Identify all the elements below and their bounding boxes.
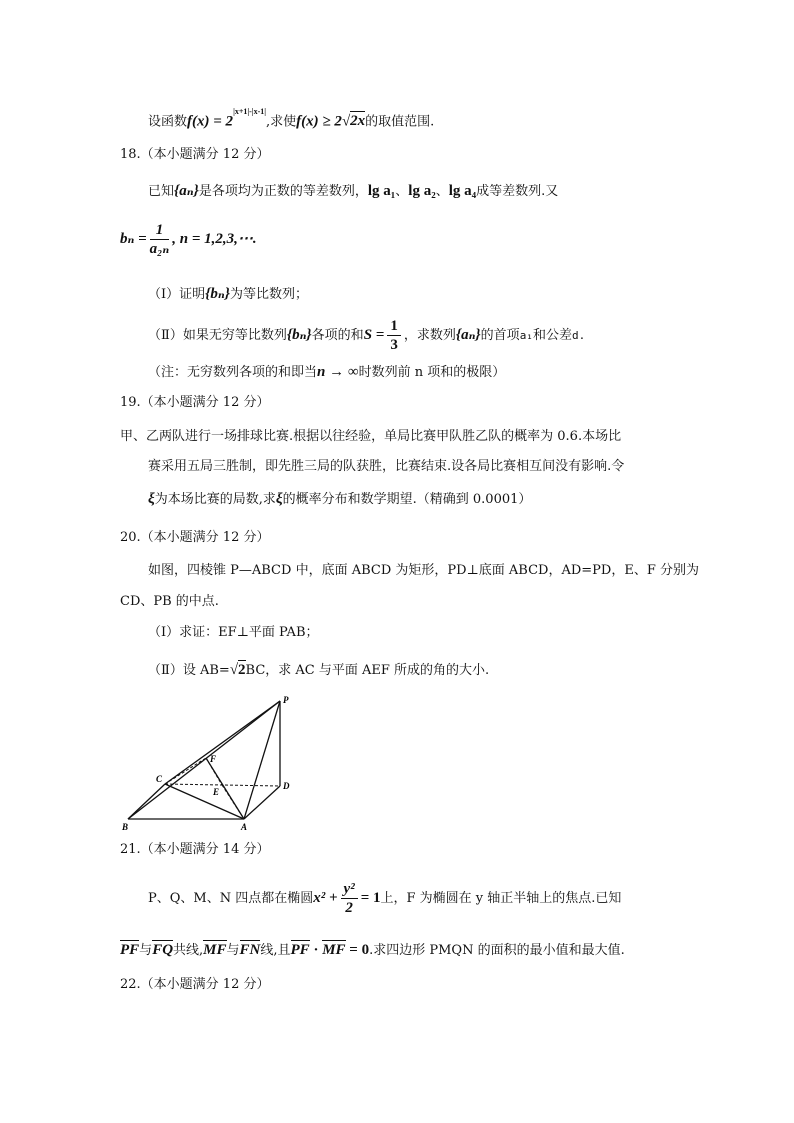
q20-part2 (148, 660, 489, 681)
edge-BC (128, 784, 165, 819)
q20-part2-b: BC，求 AC 与平面 AEF 所成的角的大小. (245, 663, 490, 678)
q19-line3 (148, 489, 531, 510)
label-P: P (283, 695, 289, 705)
seq-an-2: {aₙ} (455, 327, 481, 343)
lg-a1: lg a₁ (367, 183, 396, 199)
q19-line3-a: 为本场比赛的局数,求 (154, 492, 276, 507)
q19-line3-b: 的概率分布和数学期望.（精确到 0.0001） (282, 492, 532, 507)
q18-note-b: 时数列前 n 项和的极限） (358, 365, 506, 380)
q21-line2 (120, 940, 625, 961)
p17-fx: f(x) = 2 (187, 113, 234, 130)
q18-part2-b: 各项的和 (311, 328, 364, 343)
bn-frac-num: 1 (150, 221, 170, 240)
bn-lhs: bₙ = (120, 231, 147, 247)
q21-t2: 共线, (173, 943, 204, 958)
ellipse-x: x² + (313, 890, 338, 906)
vec-FQ: FQ (152, 942, 174, 958)
q18-part2 (148, 316, 585, 355)
problem-17-statement (148, 108, 434, 132)
segment-CF-hidden (165, 758, 206, 784)
q19-header: 19.（本小题满分 12 分） (120, 395, 270, 410)
p17-ineq: f(x) ≥ 2 (296, 113, 342, 130)
n-to-infinity: n → ∞ (317, 364, 359, 380)
q18-part2-c: ，求数列 (403, 328, 456, 343)
q18-line1 (148, 181, 558, 202)
q18-note (148, 362, 505, 383)
sep2: 、 (435, 184, 449, 199)
q20-header: 20.（本小题满分 12 分） (120, 530, 270, 545)
label-B: B (122, 822, 129, 832)
q18-part2-d: 的首项 (480, 328, 520, 343)
q18-part1 (148, 284, 308, 305)
vec-FN: FN (239, 942, 261, 958)
edge-CP (165, 701, 280, 784)
q22-header: 22.（本小题满分 12 分） (120, 977, 270, 992)
p17-mid: ,求使 (266, 114, 297, 130)
bn-fraction (150, 221, 170, 258)
q21-t4: 线,且 (260, 943, 291, 958)
edge-AP (244, 701, 280, 819)
label-D: D (283, 781, 290, 791)
ellipse-num: y² (341, 880, 358, 899)
q19-line1: 甲、乙两队进行一场排球比赛.根据以往经验，单局比赛甲队胜乙队的概率为 0.6.本场比 (120, 429, 622, 444)
dot-op: · (309, 942, 323, 958)
q21-t3: 与 (226, 943, 240, 958)
q20-line1: 如图，四棱锥 P—ABCD 中，底面 ABCD 为矩形，PD⊥底面 ABCD，AD=PD，E、F 分别为 (148, 563, 699, 578)
sum-num: 1 (387, 317, 401, 336)
vec-PF-2: PF (290, 942, 310, 958)
sum-den: 3 (390, 337, 398, 353)
p17-exponent: |x+1|-|x-1| (233, 107, 266, 116)
sum-fraction (387, 317, 401, 354)
seq-an: {aₙ} (174, 183, 199, 199)
q21-t1: 与 (139, 943, 153, 958)
q18-part2-a: （Ⅱ）如果无穷等比数列 (148, 328, 287, 343)
ellipse-rhs: = 1 (360, 890, 381, 906)
label-C: C (156, 774, 163, 784)
xi-1: ξ (148, 491, 155, 507)
label-E: E (213, 787, 220, 797)
d-var: d. (571, 329, 586, 342)
vec-MF-2: MF (322, 942, 346, 958)
pyramid-figure (118, 694, 298, 834)
a1: a₁ (519, 329, 533, 342)
q18-line1-c: 成等差数列.又 (476, 184, 559, 199)
sqrt-symbol-2: √ (229, 662, 239, 678)
q18-line1-b: 是各项均为正数的等差数列， (198, 184, 368, 199)
q21-line1 (148, 878, 621, 919)
xi-2: ξ (275, 491, 283, 507)
sum-S: S = (363, 327, 385, 343)
vec-PF: PF (120, 942, 140, 958)
sep1: 、 (395, 184, 409, 199)
ellipse-den: 2 (345, 900, 353, 916)
seq-bn: {bₙ} (205, 286, 230, 302)
label-A: A (241, 822, 248, 832)
q20-part1: （Ⅰ）求证：EF⊥平面 PAB； (148, 625, 319, 640)
q18-part1-a: （Ⅰ）证明 (148, 287, 206, 302)
q21-line1-b: 上，F 为椭圆在 y 轴正半轴上的焦点.已知 (380, 891, 622, 906)
q21-t5: .求四边形 PMQN 的面积的最小值和最大值. (369, 943, 625, 958)
eq-zero: = 0 (345, 942, 370, 958)
sqrt-2: 2 (238, 662, 246, 678)
p17-suffix: 的取值范围. (365, 114, 435, 130)
p17-prefix: 设函数 (148, 114, 188, 130)
sqrt-symbol: √ (341, 113, 351, 130)
lg-a2: lg a₂ (408, 183, 436, 199)
q18-header: 18.（本小题满分 12 分） (120, 147, 270, 162)
seq-bn-2: {bₙ} (286, 327, 312, 343)
q18-part1-b: 为等比数列； (229, 287, 308, 302)
bn-rhs: , n = 1,2,3,⋯. (172, 231, 257, 247)
q19-line2: 赛采用五局三胜制，即先胜三局的队获胜，比赛结束.设各局比赛相互间没有影响.令 (148, 459, 625, 474)
q18-note-a: （注：无穷数列各项的和即当 (148, 365, 318, 380)
q18-line1-a: 已知 (148, 184, 175, 199)
label-F: F (210, 754, 217, 764)
q20-part2-a: （Ⅱ）设 AB= (148, 663, 230, 678)
bn-frac-den: a₂ₙ (149, 241, 170, 257)
q21-line1-a: P、Q、M、N 四点都在椭圆 (148, 891, 314, 906)
q18-bn-definition (120, 220, 257, 259)
q20-line2: CD、PB 的中点. (120, 594, 219, 609)
ellipse-fraction (341, 880, 358, 917)
vec-MF: MF (203, 942, 227, 958)
q21-header: 21.（本小题满分 14 分） (120, 842, 270, 857)
lg-a4: lg a₄ (448, 183, 477, 199)
q18-part2-e: 和公差 (532, 328, 572, 343)
p17-sqrt-content: 2x (350, 113, 366, 130)
segment-CA (165, 784, 244, 819)
